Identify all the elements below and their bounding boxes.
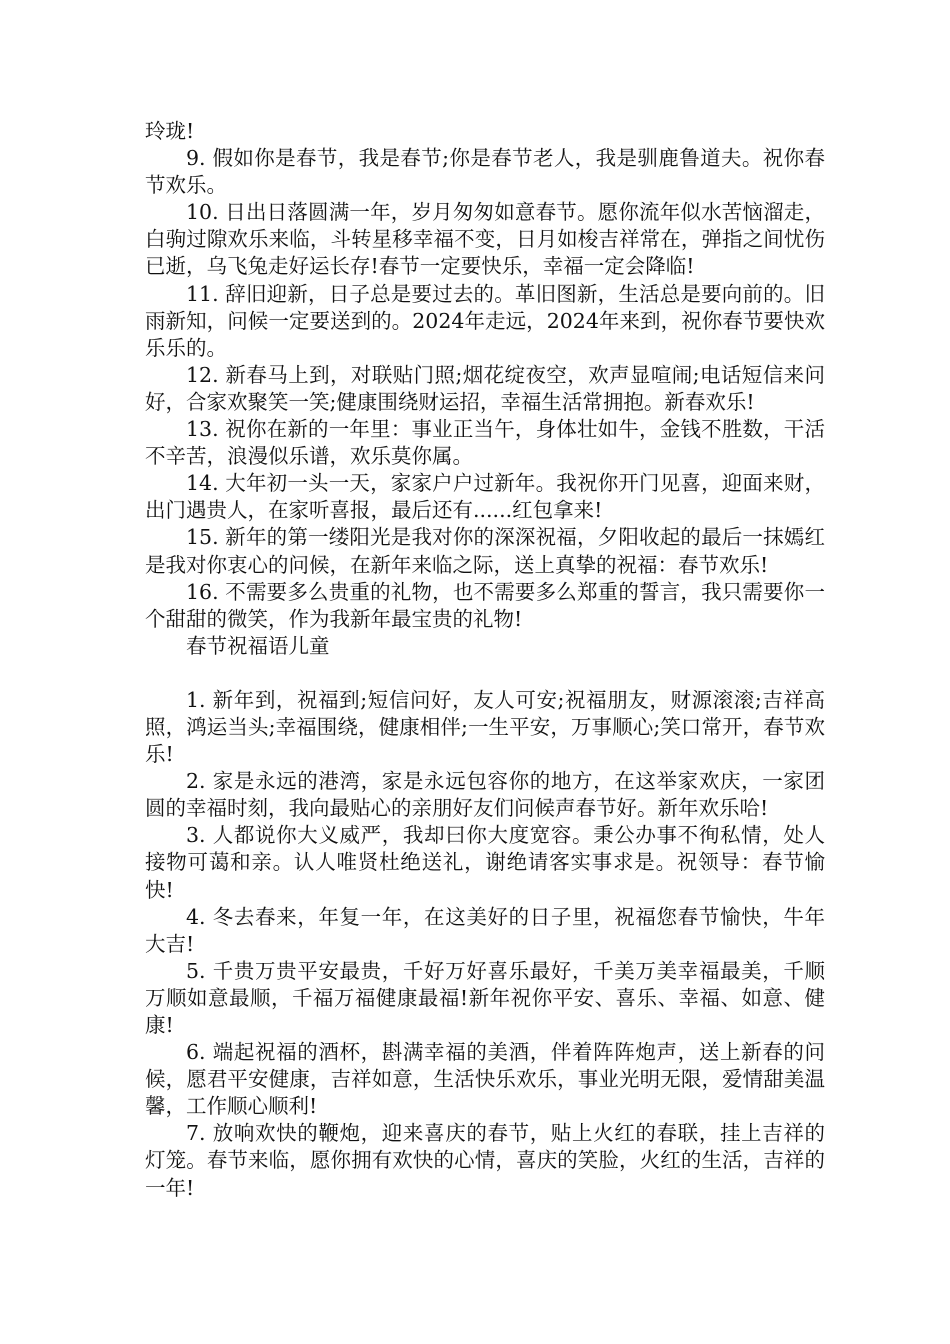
blank-line [145,660,825,687]
list-item: 4. 冬去春来，年复一年，在这美好的日子里，祝福您春节愉快，牛年大吉! [145,904,825,956]
section-heading: 春节祝福语儿童 [186,633,330,658]
carryover-text: 玲珑! [145,119,195,143]
list-item: 14. 大年初一头一天，家家户户过新年。我祝你开门见喜，迎面来财，出门遇贵人，在家听喜报，最后还有......红包拿来! [145,471,825,523]
list-item: 12. 新春马上到，对联贴门照;烟花绽夜空，欢声显喧闹;电话短信来问好，合家欢聚笑一笑;健康围绕财运招，幸福生活常拥抱。新春欢乐! [145,362,825,414]
list-item: 6. 端起祝福的酒杯，斟满幸福的美酒，伴着阵阵炮声，送上新春的问候，愿君平安健康，吉祥如意，生活快乐欢乐，事业光明无限，爱情甜美温馨，工作顺心顺利! [145,1040,825,1119]
list-item: 13. 祝你在新的一年里：事业正当午，身体壮如牛，金钱不胜数，干活不辛苦，浪漫似乐谱，欢乐莫你属。 [145,417,825,469]
list-item: 9. 假如你是春节，我是春节;你是春节老人，我是驯鹿鲁道夫。祝你春节欢乐。 [145,146,825,198]
list-item: 2. 家是永远的港湾，家是永远包容你的地方，在这举家欢庆，一家团圆的幸福时刻，我向最贴心的亲朋好友们问候声春节好。新年欢乐哈! [145,769,825,821]
list-item: 5. 千贵万贵平安最贵，千好万好喜乐最好，千美万美幸福最美，千顺万顺如意最顺，千福万福健康最福!新年祝你平安、喜乐、幸福、如意、健康! [145,958,825,1037]
list-item: 15. 新年的第一缕阳光是我对你的深深祝福，夕阳收起的最后一抹嫣红是我对你衷心的问候，在新年来临之际，送上真挚的祝福：春节欢乐! [145,525,825,577]
list-item: 11. 辞旧迎新，日子总是要过去的。革旧图新，生活总是要向前的。旧雨新知，问候一定要送到的。2024年走远，2024年来到，祝你春节要快欢乐乐的。 [145,281,825,360]
list-item: 7. 放响欢快的鞭炮，迎来喜庆的春节，贴上火红的春联，挂上吉祥的灯笼。春节来临，愿你拥有欢快的心情，喜庆的笑脸，火红的生活，吉祥的一年! [145,1121,825,1200]
list-item: 16. 不需要多么贵重的礼物，也不需要多么郑重的誓言，我只需要你一个甜甜的微笑，作为我新年最宝贵的礼物! [145,579,825,631]
list-item: 3. 人都说你大义威严，我却曰你大度宽容。秉公办事不徇私情，处人接物可蔼和亲。认人唯贤杜绝送礼，谢绝请客实事求是。祝领导：春节愉快! [145,823,825,902]
list-item: 10. 日出日落圆满一年，岁月匆匆如意春节。愿你流年似水苦恼溜走，白驹过隙欢乐来临，斗转星移幸福不变，日月如梭吉祥常在，弹指之间忧伤已逝，乌飞兔走好运长存!春节一定要快乐，幸福一定会降临! [145,200,825,279]
document-page [145,118,825,1202]
list-item: 1. 新年到，祝福到;短信问好，友人可安;祝福朋友，财源滚滚;吉祥高照，鸿运当头;幸福围绕，健康相伴;一生平安，万事顺心;笑口常开，春节欢乐! [145,687,825,767]
